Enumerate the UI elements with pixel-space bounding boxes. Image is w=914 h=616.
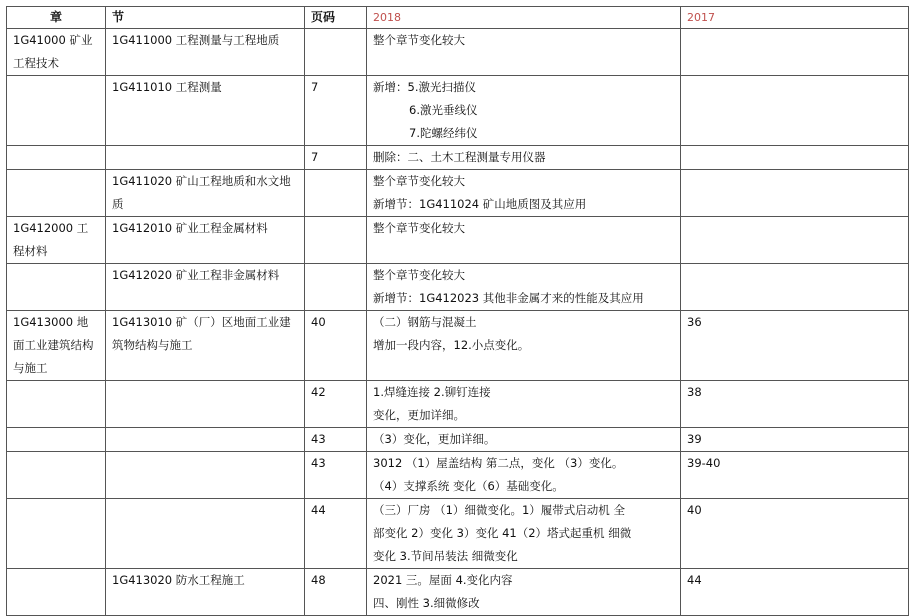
cell-2018-line: 四、刚性 3.细微修改 (373, 596, 480, 610)
cell-2018 (367, 452, 681, 499)
table-row (7, 146, 909, 170)
cell-chapter (7, 170, 106, 217)
cell-2018-line: （3）变化，更加详细。 (373, 432, 496, 446)
table-row (7, 311, 909, 381)
cell-chapter (7, 264, 106, 311)
changes-table (6, 6, 909, 616)
cell-2018-line: （二）钢筋与混凝土 (373, 315, 477, 329)
cell-2018 (367, 428, 681, 452)
cell-chapter (7, 569, 106, 616)
cell-chapter: 1G413000 地面工业建筑结构与施工 (7, 311, 106, 381)
cell-2018-line: 1.焊缝连接 2.铆钉连接 (373, 385, 491, 399)
cell-2018-line: 新增节：1G411024 矿山地质图及其应用 (373, 197, 587, 211)
cell-2018-line: 3012 （1）屋盖结构 第二点，变化 （3）变化。 (373, 456, 624, 470)
cell-2018-line: 7.陀螺经纬仪 (409, 126, 478, 140)
header-row (7, 7, 909, 29)
header-chapter: 章 (7, 7, 106, 29)
cell-section (106, 146, 305, 170)
cell-2018-line: 6.激光垂线仪 (409, 103, 478, 117)
cell-2018-line: 整个章节变化较大 (373, 174, 465, 188)
cell-section (106, 499, 305, 569)
cell-page: 43 (305, 428, 367, 452)
table-row (7, 452, 909, 499)
cell-2017 (681, 217, 909, 264)
cell-2018-line: （4）支撑系统 变化（6）基础变化。 (373, 479, 564, 493)
cell-chapter (7, 452, 106, 499)
cell-2018-line: 部变化 2）变化 3）变化 41（2）塔式起重机 细微 (373, 526, 632, 540)
header-page: 页码 (305, 7, 367, 29)
cell-2018 (367, 217, 681, 264)
cell-section (106, 452, 305, 499)
header-section: 节 (106, 7, 305, 29)
cell-2018-line: 增加一段内容，12.小点变化。 (373, 338, 530, 352)
cell-2017: 44 (681, 569, 909, 616)
cell-2018 (367, 170, 681, 217)
cell-page (305, 170, 367, 217)
table-row (7, 428, 909, 452)
cell-2018-line: 新增节：1G412023 其他非金属才来的性能及其应用 (373, 291, 644, 305)
table-row (7, 217, 909, 264)
cell-page: 48 (305, 569, 367, 616)
table-row (7, 569, 909, 616)
cell-page: 7 (305, 76, 367, 146)
cell-section: 1G411000 工程测量与工程地质 (106, 29, 305, 76)
cell-2018 (367, 569, 681, 616)
cell-2018 (367, 76, 681, 146)
cell-2017 (681, 29, 909, 76)
table-row (7, 29, 909, 76)
cell-2018-line: 整个章节变化较大 (373, 221, 465, 235)
cell-chapter (7, 76, 106, 146)
cell-section (106, 381, 305, 428)
cell-2018 (367, 146, 681, 170)
cell-chapter: 1G41000 矿业工程技术 (7, 29, 106, 76)
cell-section: 1G413010 矿（厂）区地面工业建筑物结构与施工 (106, 311, 305, 381)
cell-page: 42 (305, 381, 367, 428)
header-2017: 2017 (681, 7, 909, 29)
cell-section: 1G412010 矿业工程金属材料 (106, 217, 305, 264)
table-row (7, 264, 909, 311)
cell-chapter (7, 428, 106, 452)
cell-2018 (367, 29, 681, 76)
cell-page: 7 (305, 146, 367, 170)
cell-2017: 40 (681, 499, 909, 569)
cell-chapter: 1G412000 工程材料 (7, 217, 106, 264)
cell-2018-line: 整个章节变化较大 (373, 268, 465, 282)
cell-page: 44 (305, 499, 367, 569)
cell-2017 (681, 170, 909, 217)
cell-2018-line: 新增：5.激光扫描仪 (373, 80, 476, 94)
table-row (7, 170, 909, 217)
cell-section: 1G411020 矿山工程地质和水文地质 (106, 170, 305, 217)
cell-2018-line: （三）厂房 （1）细微变化。1）履带式启动机 全 (373, 503, 625, 517)
cell-section: 1G413020 防水工程施工 (106, 569, 305, 616)
cell-2017: 39-40 (681, 452, 909, 499)
cell-page (305, 264, 367, 311)
cell-section: 1G412020 矿业工程非金属材料 (106, 264, 305, 311)
table-row (7, 76, 909, 146)
table-row (7, 499, 909, 569)
cell-section (106, 428, 305, 452)
cell-2017 (681, 146, 909, 170)
cell-2018-line: 变化，更加详细。 (373, 408, 465, 422)
cell-chapter (7, 381, 106, 428)
cell-2018-line: 2021 三。屋面 4.变化内容 (373, 573, 513, 587)
cell-2017: 39 (681, 428, 909, 452)
cell-2018 (367, 381, 681, 428)
cell-2017: 36 (681, 311, 909, 381)
cell-2017: 38 (681, 381, 909, 428)
cell-2017 (681, 76, 909, 146)
table-row (7, 381, 909, 428)
cell-2018-line: 整个章节变化较大 (373, 33, 465, 47)
cell-2017 (681, 264, 909, 311)
cell-chapter (7, 146, 106, 170)
cell-2018-line: 变化 3.节间吊装法 细微变化 (373, 549, 518, 563)
cell-page (305, 29, 367, 76)
cell-2018 (367, 264, 681, 311)
cell-chapter (7, 499, 106, 569)
cell-2018 (367, 311, 681, 381)
cell-page (305, 217, 367, 264)
cell-page: 40 (305, 311, 367, 381)
cell-2018 (367, 499, 681, 569)
header-2018: 2018 (367, 7, 681, 29)
cell-page: 43 (305, 452, 367, 499)
cell-2018-line: 删除：二、土木工程测量专用仪器 (373, 150, 546, 164)
cell-section: 1G411010 工程测量 (106, 76, 305, 146)
